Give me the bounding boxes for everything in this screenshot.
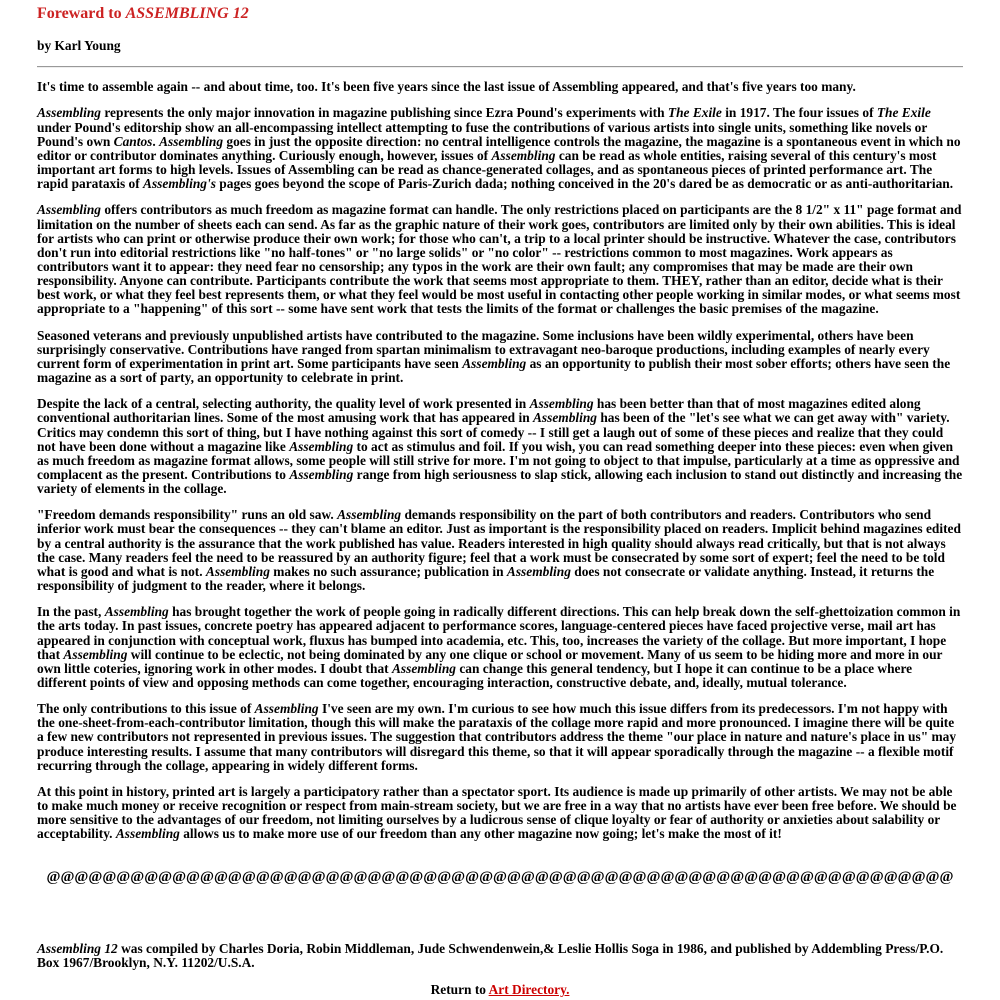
body-paragraph [37,508,963,593]
body-paragraph [37,605,963,690]
colophon-paragraph [37,942,963,970]
italic-text: Assembling [532,410,597,426]
page-title [37,4,963,26]
body-paragraph [37,702,963,772]
page-title-prefix: Foreward to [37,5,126,22]
text-run: goes in just the opposite direction: no central intelligence controls the magazine, the magazine is a spontaneous event in which no editor or contributor dominates anything. Curiously enough, however, issues of [37,133,961,163]
text-run: It's time to assemble again -- and about time, too. It's been five years since the last issue of Assembling appeared, and that's five years too many. [37,79,856,94]
text-run: has been better than that of most magazines edited along conventional authoritarian lines. Some of the most amusing work that has appeared in [37,396,921,426]
italic-text: Assembling [205,563,270,579]
italic-text: Assembling [254,701,319,717]
text-run: will continue to be eclectic, not being dominated by any one clique or school or movement. Many of us seem to be hiding more and more in our own little coteries, ignoring work in other modes. I doubt that [37,646,943,676]
text-run: as an opportunity to publish their most sober efforts; others have seen the magazine as a sort of party, an opportunity to celebrate in print. [37,355,951,385]
italic-text: Assembling's [143,175,216,191]
italic-text: Assembling [391,660,456,676]
text-run: makes no such assurance; publication in [269,563,507,579]
body-paragraph [37,80,963,94]
text-run: does not consecrate or validate anything. Instead, it returns the responsibility of judgment to the reader, where it belongs. [37,563,935,593]
italic-text: Assembling [491,147,556,163]
text-run: At this point in history, printed art is largely a participatory rather than a spectator sport. Its audience is made up primarily of other artists. We may not be able to make much money or receive recognition or respect from main-stream society, but we are free in a way that no artists have ever been free before. We should be more sensitive to the advantages of our freedom, not limiting ourselves by a ludicrous sense of clique loyalty or fear of authority or anxieties about salability or acceptability. [37,784,957,842]
text-run: has been of the "let's see what we can get away with" variety. Critics may condemn this sort of thing, but I have nothing against this sort of comedy -- I still get a laugh out of some of these pieces and realize that they could not have been done without a magazine like [37,410,950,454]
article-body [37,80,963,854]
horizontal-rule [37,66,963,68]
text-run: can change this general tendency, but I hope it can continue to be a place where different points of view and opposing methods can come together, encouraging interaction, constructive debate, and, ideally, mutual tolerance. [37,660,913,690]
text-run: represents the only major innovation in magazine publishing since Ezra Pound's experiments with [101,105,668,121]
colophon [37,942,963,970]
text-run: The only contributions to this issue of [37,701,255,717]
text-run: demands responsibility on the part of both contributors and readers. Contributors who send inferior work must bear the consequences -- they can't blame an editor. Just as important is the responsibility placed on readers. Implicit behind magazines edited by a central authority is the assurance that the work published has value. Readers interested in high quality should always read critically, but that is not always the case. Many readers feel the need to be reassured by an authority figure; feel that a work must be consecrated by some sort of expert; feel the need to be told what is good and what is not. [37,507,961,579]
text-run: range from high seriousness to slap stick, allowing each inclusion to stand out distinctly and increasing the variety of elements in the collage. [37,466,963,496]
italic-text: Assembling [289,466,354,482]
text-run: In the past, [37,604,105,620]
body-paragraph [37,329,963,385]
body-paragraph [37,397,963,496]
text-run: was compiled by Charles Doria, Robin Middleman, Jude Schwendenwein,& Leslie Hollis Soga in 1986, and published by Addembling Press/P.O. Box 1967/Brooklyn, N.Y. 11202/U.S.A. [37,941,944,971]
return-line [37,983,963,997]
italic-text: Assembling [104,604,169,620]
italic-text: Assembling [289,438,354,454]
text-run: to act as stimulus and foil. If you wish, you can read something deeper into these pieces: even when given as much freedom as magazine format allows, some people will still strive for more. I'm not going to object to that impulse, particularly at a time as oppressive and complacent as the present. Contributions to [37,438,960,482]
return-prefix: Return to [430,982,489,997]
at-sign-separator: @@@@@@@@@@@@@@@@@@@@@@@@@@@@@@@@@@@@@@@@@@@@@@@@@@@@@@@@@@@@@@@@@ [46,869,954,885]
italic-text: Assembling [529,396,594,412]
italic-text: Assembling [159,133,224,149]
text-run: Seasoned veterans and previously unpublished artists have contributed to the magazine. Some inclusions have been wildly experimental, others have been surprisingly conservative. Contributions have ranged from spartan minimalism to extravagant neo-baroque productions, including examples of nearly every current form of experimentation in print art. Some participants have seen [37,327,930,371]
body-paragraph [37,785,963,841]
byline: by Karl Young [37,38,121,53]
text-run: in 1917. The four issues of [721,105,877,121]
text-run: allows us to make more use of our freedom than any other magazine now going; let's make the most of it! [179,826,782,842]
italic-text: Cantos [113,133,153,149]
text-run: I've seen are my own. I'm curious to see how much this issue differs from its predecessors. I'm not happy with the one-sheet-from-each-contributor limitation, though this will make the parataxis of the collage more rapid and more pronounced. I imagine there will be quite a few new contributors not represented in previous issues. The suggestion that contributors address the theme "our place in nature and nature's place in us" may produce interesting results. I assume that many contributors will disregard this theme, so that it will appear sporadically through the magazine -- a flexible motif recurring through the collage, appearing in widely different forms. [37,701,957,773]
text-run: pages goes beyond the scope of Paris-Zurich dada; nothing conceived in the 20's dared be as democratic or as anti-authoritarian. [215,175,954,191]
page-title-italic: ASSEMBLING 12 [125,5,249,22]
italic-text: Assembling [63,646,128,662]
italic-text: Assembling [37,105,101,121]
text-run: can be read as whole entities, raising several of this century's most important art forms to high levels. Issues of Assembling can be read as chance-generated collages, and as spontaneous pieces of printed performance art. The rapid parataxis of [37,147,937,191]
text-run: Despite the lack of a central, selecting authority, the quality level of work presented in [37,396,530,412]
italic-text: Assembling [115,826,180,842]
body-paragraph [37,203,963,316]
text-run: "Freedom demands responsibility" runs an old saw. [37,507,338,523]
italic-text: The Exile [667,105,722,121]
italic-text: Assembling [462,355,527,371]
text-run: . [152,133,160,149]
document-page [37,0,963,997]
body-paragraph [37,106,963,191]
text-run: offers contributors as much freedom as magazine format can handle. The only restrictions placed on participants are the 8 1/2" x 11" page format and limitation on the number of sheets each can send. As far as the graphic nature of their work goes, contributors are limited only by their own abilities. This is ideal for artists who can print or otherwise produce their own work; for those who can't, a trip to a local printer should be instructive. Whatever the case, contributors don't run into editorial restrictions like "no half-tones" or "no large solids" or "no color" -- restrictions common to most magazines. Work appears as contributors want it to appear: they need fear no censorship; any typos in the work are their own fault; any compromises that may be made are their own responsibility. Anyone can contribute. Participants contribute the work that seems most appropriate to them. THEY, rather than an editor, decide what is their best work, or what they feel best represents them, or what they feel would be most useful in contacting other people working in similar modes, or what seems most appropriate to a "happening" of this sort -- some have sent work that tests the limits of the format or challenges the basic premises of the magazine. [37,202,962,317]
italic-text: Assembling 12 [37,941,118,956]
text-run: has brought together the work of people going in radically different directions. This can help break down the self-ghettoization common in the arts today. In past issues, concrete poetry has appeared adjacent to performance scores, language-centered pieces have faced projective verse, mail art has appeared in conjunction with conceptual work, fluxus has bumped into academia, etc. This, too, increases the variety of the collage. But more important, I hope that [37,604,961,662]
italic-text: Assembling [337,507,402,523]
text-run: under Pound's editorship show an all-encompassing intellect attempting to fuse the contributions of various artists into single units, something like novels or Pound's own [37,119,928,149]
italic-text: The Exile [876,105,931,121]
italic-text: Assembling [37,202,101,218]
art-directory-link[interactable]: Art Directory. [488,982,570,997]
italic-text: Assembling [506,563,571,579]
